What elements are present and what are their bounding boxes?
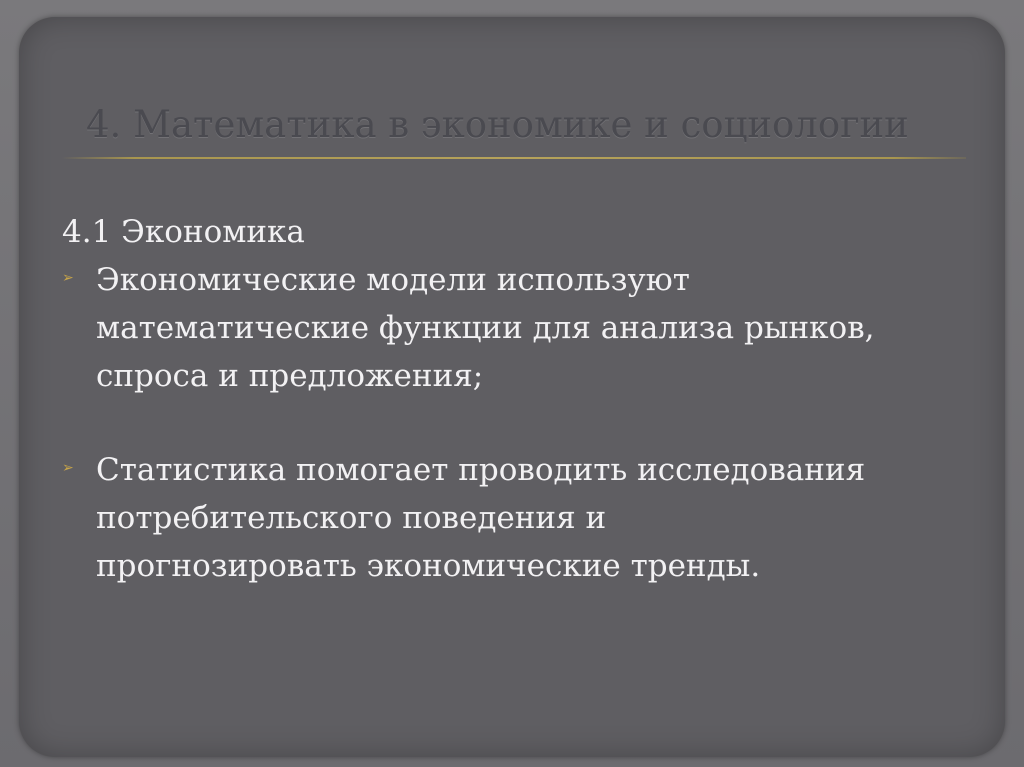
slide-content [62, 208, 972, 590]
arrow-bullet-icon: ➢ [62, 270, 74, 286]
title-underline [62, 157, 966, 159]
bullet-line: прогнозировать экономические тренды. [96, 548, 761, 584]
slide-title: 4. Математика в экономике и социологии [86, 103, 909, 146]
bullet-line: спроса и предложения; [96, 358, 484, 394]
bullet-item [62, 256, 972, 400]
bullet-line: потребительского поведения и [96, 500, 607, 536]
bullet-line: математические функции для анализа рынков, [96, 310, 875, 346]
bullet-item [62, 446, 972, 590]
section-heading: 4.1 Экономика [62, 214, 305, 250]
bullet-spacer [62, 400, 972, 446]
bullet-line: Экономические модели используют [96, 262, 690, 298]
bullet-line: Статистика помогает проводить исследования [96, 452, 866, 488]
arrow-bullet-icon: ➢ [62, 460, 74, 476]
